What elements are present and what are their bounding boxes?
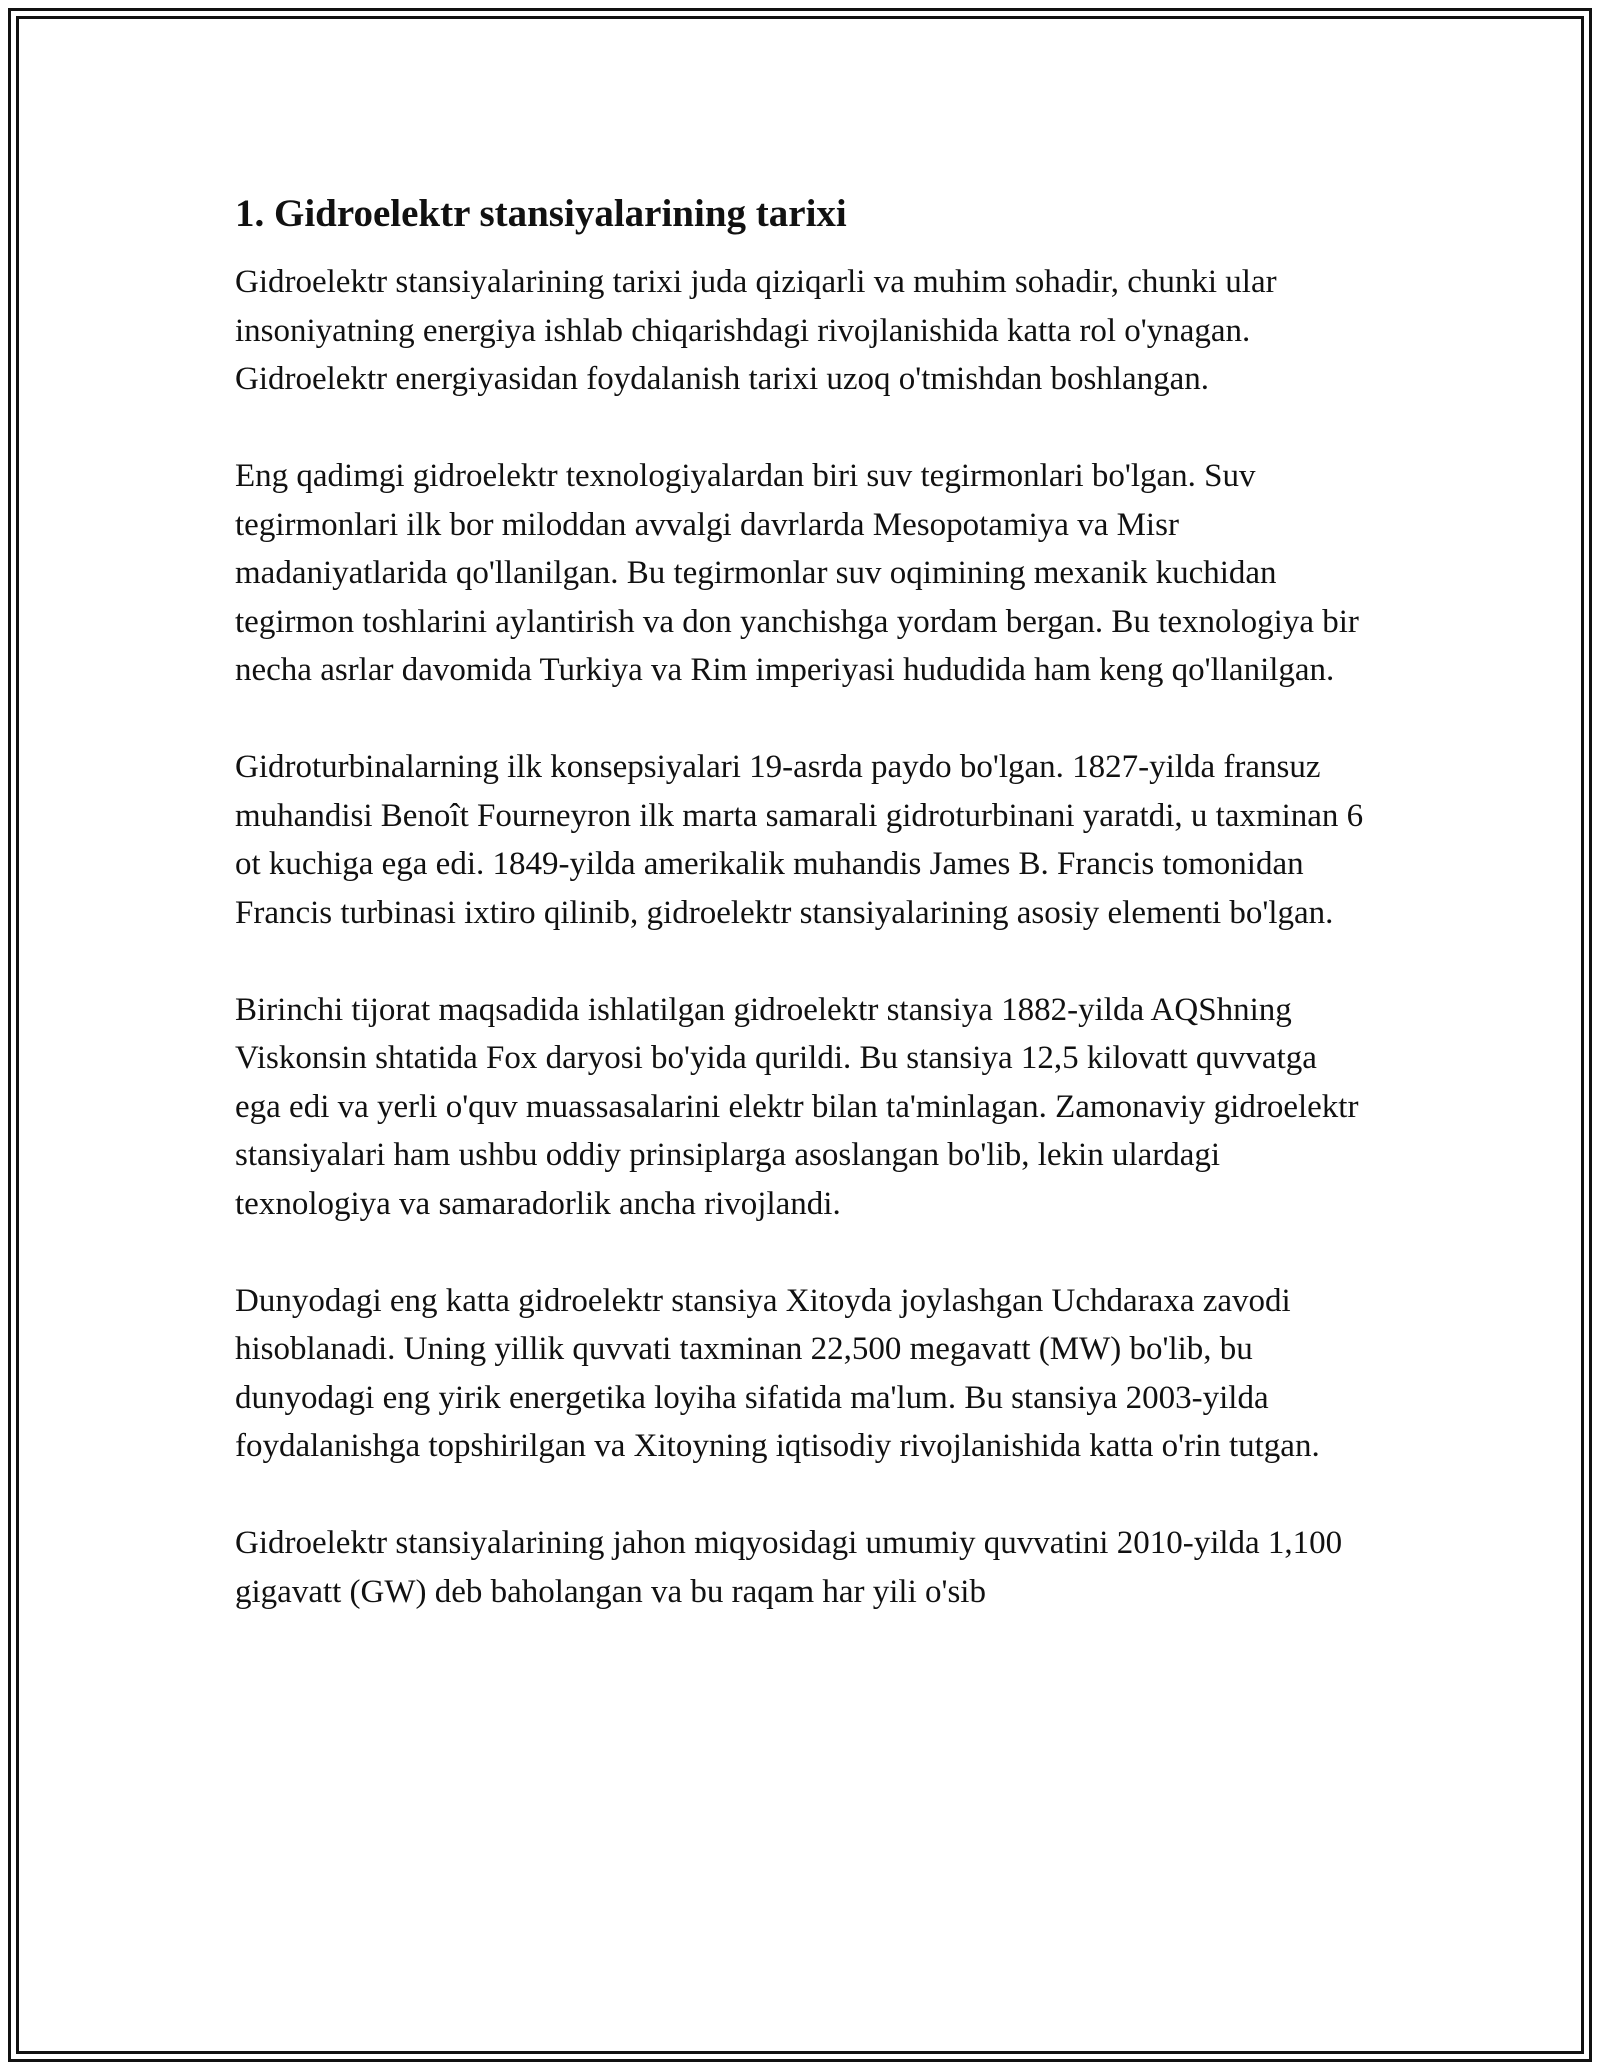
paragraph-largest-station: Dunyodagi eng katta gidroelektr stansiya Xitoyda joylashgan Uchdaraxa zavodi hisoblanadi. Uning yillik quvvati taxminan 22,500 megavatt (MW) bo'lib, bu dunyodagi eng yirik energetika loyiha sifatida ma'lum. Bu stansiya 2003-yilda foydalanishga topshirilgan va Xitoyning iqtisodiy rivojlanishida katta o'rin tutgan. [235, 1282, 1320, 1464]
document-body [235, 186, 1370, 1665]
paragraph-intro: Gidroelektr stansiyalarining tarixi juda qiziqarli va muhim sohadir, chunki ular insoniyatning energiya ishlab chiqarishdagi rivojlanishida katta rol o'ynagan. Gidroelektr energiyasidan foydalanish tarixi uzoq o'tmishdan boshlangan. [235, 264, 1277, 397]
paragraph-world-capacity: Gidroelektr stansiyalarining jahon miqyosidagi umumiy quvvatini 2010-yilda 1,100 gigavatt (GW) deb baholangan va bu raqam har yili o'sib [235, 1525, 1343, 1610]
paragraph-turbines: Gidroturbinalarning ilk konsepsiyalari 19-asrda paydo bo'lgan. 1827-yilda fransuz muhandisi Benoît Fourneyron ilk marta samarali gidroturbinani yaratdi, u taxminan 6 ot kuchiga ega edi. 1849-yilda amerikalik muhandis James B. Francis tomonidan Francis turbinasi ixtiro qilinib, gidroelektr stansiyalarining asosiy elementi bo'lgan. [235, 749, 1364, 931]
paragraph-first-commercial-station: Birinchi tijorat maqsadida ishlatilgan gidroelektr stansiya 1882-yilda AQShning Viskonsin shtatida Fox daryosi bo'yida qurildi. Bu stansiya 12,5 kilovatt quvvatga ega edi va yerli o'quv muassasalarini elektr bilan ta'minlagan. Zamonaviy gidroelektr stansiyalari ham ushbu oddiy prinsiplarga asoslangan bo'lib, lekin ulardagi texnologiya va samaradorlik ancha rivojlandi. [235, 991, 1359, 1222]
section-heading: 1. Gidroelektr stansiyalarining tarixi [235, 192, 847, 235]
paragraph-water-mills: Eng qadimgi gidroelektr texnologiyalardan biri suv tegirmonlari bo'lgan. Suv tegirmonlari ilk bor miloddan avvalgi davrlarda Mesopotamiya va Misr madaniyatlarida qo'llanilgan. Bu tegirmonlar suv oqimining mexanik kuchidan tegirmon toshlarini aylantirish va don yanchishga yordam bergan. Bu texnologiya bir necha asrlar davomida Turkiya va Rim imperiyasi hududida ham keng qo'llanilgan. [235, 458, 1359, 688]
